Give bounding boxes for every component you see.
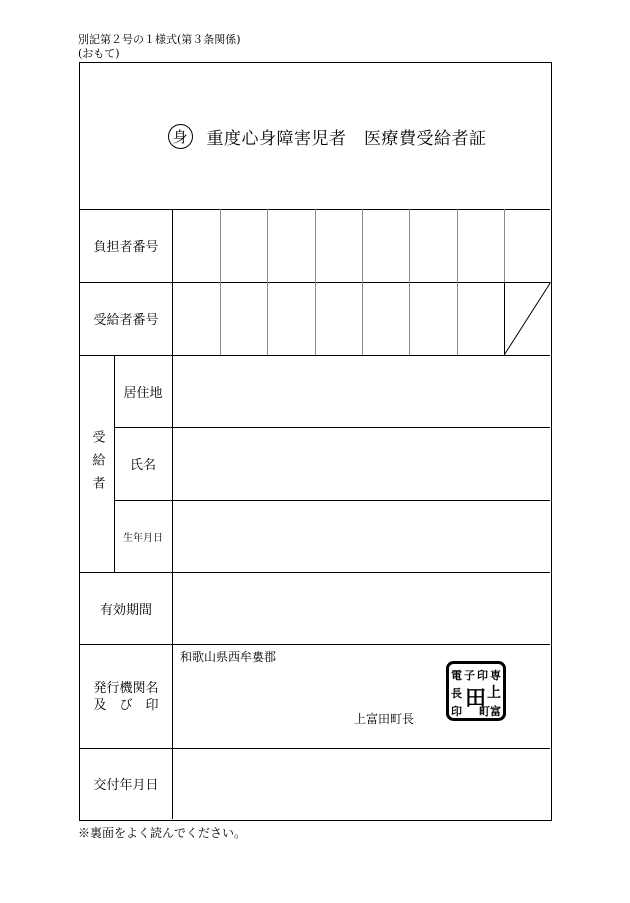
svg-text:子: 子 xyxy=(464,669,475,682)
issue-date-label: 交付年月日 xyxy=(93,778,159,793)
svg-text:電: 電 xyxy=(451,669,462,682)
digit-cell-divider xyxy=(409,209,410,355)
title-row xyxy=(80,63,550,209)
svg-text:富: 富 xyxy=(490,705,501,718)
digit-cell-divider xyxy=(220,209,221,355)
svg-text:印: 印 xyxy=(477,669,488,682)
circled-mark-icon: 身 xyxy=(168,124,193,149)
divider xyxy=(114,500,550,501)
digit-cell-divider xyxy=(504,209,505,282)
certificate-form xyxy=(79,62,552,821)
footnote: ※裏面をよく読んでください。 xyxy=(78,826,247,840)
svg-text:長: 長 xyxy=(451,687,462,700)
digit-cell-divider xyxy=(362,209,363,355)
birthdate-label: 生年月日 xyxy=(123,532,163,544)
page-side-label: (おもて) xyxy=(78,47,120,60)
page-title: 重度心身障害児者 医療費受給者証 xyxy=(206,128,487,149)
svg-text:田: 田 xyxy=(465,685,486,710)
name-label: 氏名 xyxy=(129,458,156,473)
recipient-number-label: 受給者番号 xyxy=(93,313,159,328)
svg-text:印: 印 xyxy=(451,705,462,718)
void-cell-slash xyxy=(504,282,551,355)
payer-number-label: 負担者番号 xyxy=(93,240,159,255)
svg-text:町: 町 xyxy=(479,705,490,718)
issuer-organization: 和歌山県西牟婁郡 xyxy=(180,650,277,664)
form-reference: 別記第２号の１様式(第３条関係) xyxy=(78,33,241,46)
address-label: 居住地 xyxy=(123,385,163,401)
svg-text:専: 専 xyxy=(490,669,501,682)
digit-cell-divider xyxy=(267,209,268,355)
official-seal xyxy=(446,661,506,721)
digit-cell-divider xyxy=(457,209,458,355)
divider xyxy=(114,427,550,428)
validity-label: 有効期間 xyxy=(99,602,152,618)
svg-text:上: 上 xyxy=(487,685,501,701)
digit-cell-divider xyxy=(315,209,316,355)
issuer-title: 上富田町長 xyxy=(354,712,415,726)
recipient-group-label: 受給者 xyxy=(89,429,105,499)
issuer-label: 発行機関名 及 び 印 xyxy=(93,680,159,713)
column-divider xyxy=(172,209,173,819)
